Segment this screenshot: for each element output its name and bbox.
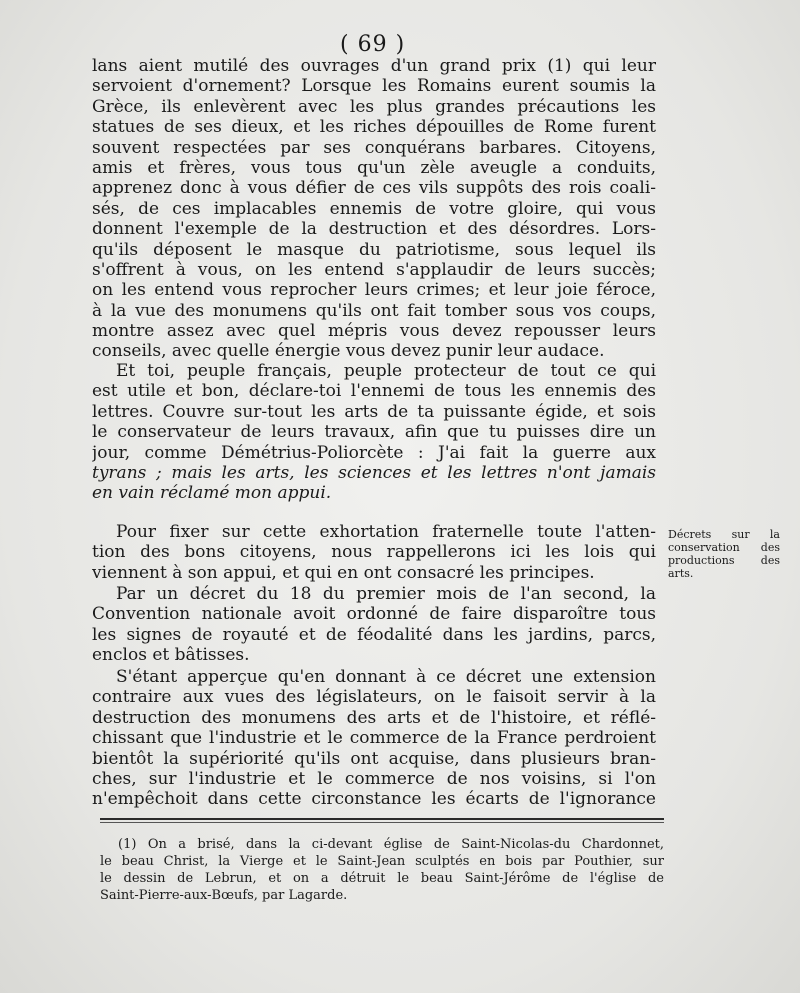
paragraph-2 — [92, 361, 656, 504]
text-line: enclos et bâtisses. — [92, 645, 250, 666]
text-line: servoient d'ornement? Lorsque les Romains eurent soumis la — [92, 76, 656, 97]
text-line: s'offrent à vous, on les entend s'applaudir de leurs succès; — [92, 259, 656, 280]
text-line: contraire aux vues des législateurs, on le faisoit servir à la — [92, 687, 656, 708]
text-line: conseils, avec quelle énergie vous devez punir leur audace. — [92, 341, 605, 362]
margin-note-line: Décrets sur la — [668, 528, 780, 541]
footnote-line: Saint-Pierre-aux-Bœufs, par Lagarde. — [100, 888, 348, 903]
text-line: statues de ses dieux, et les riches dépouilles de Rome furent — [92, 117, 656, 138]
margin-note — [668, 528, 780, 580]
text-line: jour, comme Démétrius-Poliorcète : J'ai fait la guerre aux — [92, 442, 656, 463]
text-line: on les entend vous reprocher leurs crimes; et leur joie féroce, — [92, 280, 656, 301]
footnote-line: le beau Christ, la Vierge et le Saint-Jean sculptés en bois par Pouthier, sur — [100, 854, 664, 869]
text-line: Grèce, ils enlevèrent avec les plus grandes précautions les — [92, 96, 656, 117]
text-line: montre assez avec quel mépris vous devez repousser leurs — [92, 321, 656, 342]
paragraph-5 — [92, 667, 656, 810]
text-line: lans aient mutilé des ouvrages d'un grand prix (1) qui leur — [92, 56, 656, 76]
margin-note-line: conservation des — [668, 541, 780, 554]
text-line: bientôt la supériorité qu'ils ont acquise, dans plusieurs bran- — [92, 748, 656, 769]
text-line: chissant que l'industrie et le commerce de la France perdroient — [92, 728, 656, 749]
text-line: S'étant apperçue qu'en donnant à ce décret une extension — [116, 667, 656, 687]
page-number: ( 69 ) — [340, 32, 406, 57]
text-line: viennent à son appui, et qui en ont consacré les principes. — [92, 562, 595, 583]
text-line: lettres. Couvre sur-tout les arts de ta puissante égide, et sois — [92, 401, 656, 422]
text-line: n'empêchoit dans cette circonstance les écarts de l'ignorance — [92, 789, 656, 810]
text-line: Convention nationale avoit ordonné de faire disparoître tous — [92, 604, 656, 625]
paragraph-4 — [92, 584, 656, 666]
text-line: souvent respectées par ses conquérans barbares. Citoyens, — [92, 137, 656, 158]
footnote — [100, 836, 664, 904]
text-line: à la vue des monumens qu'ils ont fait tomber sous vos coups, — [92, 300, 656, 321]
margin-note-line: productions des — [668, 554, 780, 567]
text-line: donnent l'exemple de la destruction et des désordres. Lors- — [92, 219, 656, 240]
text-line: amis et frères, vous tous qu'un zèle aveugle a conduits, — [92, 157, 656, 178]
text-line: est utile et bon, déclare-toi l'ennemi de tous les ennemis des — [92, 381, 656, 402]
text-line: Et toi, peuple français, peuple protecteur de tout ce qui — [116, 361, 656, 381]
text-line: qu'ils déposent le masque du patriotisme, sous lequel ils — [92, 239, 656, 260]
text-line: apprenez donc à vous défier de ces vils suppôts des rois coali- — [92, 178, 656, 199]
footnote-line: (1) On a brisé, dans la ci-devant église de Saint-Nicolas-du Chardonnet, — [118, 837, 664, 852]
quotation-line: en vain réclamé mon appui. — [92, 483, 332, 504]
text-line: le conservateur de leurs travaux, afin que tu puisses dire un — [92, 422, 656, 443]
text-line: Pour fixer sur cette exhortation fraternelle toute l'atten- — [116, 522, 656, 542]
text-line: tion des bons citoyens, nous rappellerons ici les lois qui — [92, 542, 656, 563]
text-line: destruction des monumens des arts et de l'histoire, et réflé- — [92, 707, 656, 728]
footnote-line: le dessin de Lebrun, et on a détruit le beau Saint-Jérôme de l'église de — [100, 871, 664, 886]
margin-note-line: arts. — [668, 567, 694, 580]
text-line: sés, de ces implacables ennemis de votre gloire, qui vous — [92, 198, 656, 219]
text-line: les signes de royauté et de féodalité dans les jardins, parcs, — [92, 624, 656, 645]
footnote-rule-thin — [100, 822, 664, 823]
footnote-rule — [100, 818, 664, 820]
paragraph-1 — [92, 56, 656, 362]
paragraph-3 — [92, 522, 656, 583]
quotation-line: tyrans ; mais les arts, les sciences et les lettres n'ont jamais — [92, 462, 656, 483]
text-line: ches, sur l'industrie et le commerce de nos voisins, si l'on — [92, 768, 656, 789]
text-line: Par un décret du 18 du premier mois de l'an second, la — [116, 584, 656, 604]
